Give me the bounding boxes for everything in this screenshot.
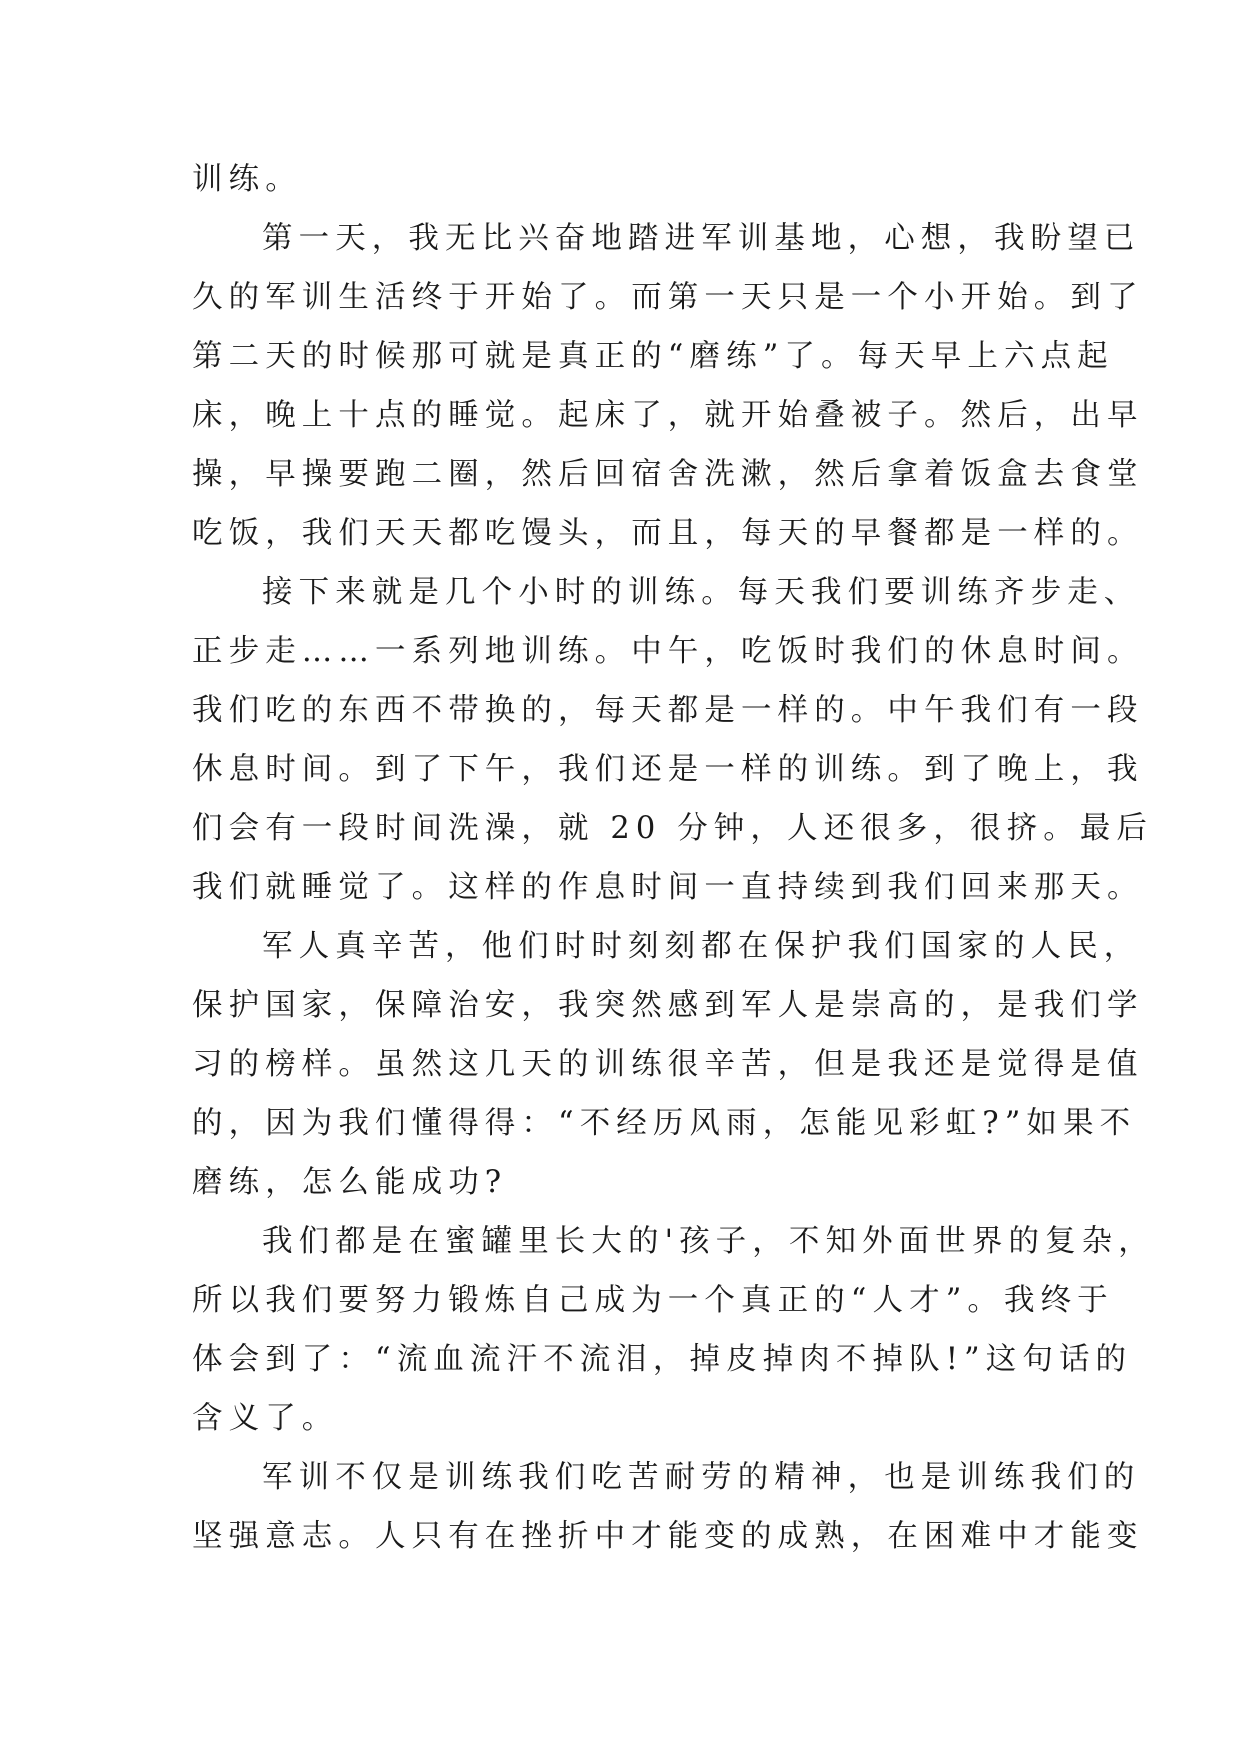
document-body (192, 150, 1155, 1566)
text-line: 操，早操要跑二圈，然后回宿舍洗漱，然后拿着饭盒去食堂 (192, 457, 1144, 492)
paragraph-first-line: 军人真辛苦，他们时时刻刻都在保护我们国家的人民， (262, 929, 1141, 964)
text-line: 休息时间。到了下午，我们还是一样的训练。到了晚上，我 (192, 752, 1144, 787)
text-line: 第二天的时候那可就是真正的“磨练”了。每天早上六点起 (192, 339, 1114, 374)
text-line: 们会有一段时间洗澡，就 20 分钟，人还很多，很挤。最后 (192, 811, 1153, 846)
text-line: 的，因为我们懂得得：“不经历风雨，怎能见彩虹?”如果不 (192, 1106, 1137, 1141)
text-line: 吃饭，我们天天都吃馒头，而且，每天的早餐都是一样的。 (192, 516, 1144, 551)
text-line: 我们就睡觉了。这样的作息时间一直持续到我们回来那天。 (192, 870, 1144, 905)
text-line: 正步走……一系列地训练。中午，吃饭时我们的休息时间。 (192, 634, 1144, 669)
text-line: 习的榜样。虽然这几天的训练很辛苦，但是我还是觉得是值 (192, 1047, 1144, 1082)
text-line: 磨练，怎么能成功? (192, 1165, 508, 1200)
text-line: 训练。 (192, 162, 302, 197)
text-line: 久的军训生活终于开始了。而第一天只是一个小开始。到了 (192, 280, 1144, 315)
text-line: 我们吃的东西不带换的，每天都是一样的。中午我们有一段 (192, 693, 1144, 728)
text-line: 含义了。 (192, 1401, 339, 1436)
text-line: 所以我们要努力锻炼自己成为一个真正的“人才”。我终于 (192, 1283, 1114, 1318)
paragraph-first-line: 军训不仅是训练我们吃苦耐劳的精神，也是训练我们的 (262, 1460, 1141, 1495)
text-line: 坚强意志。人只有在挫折中才能变的成熟，在困难中才能变 (192, 1519, 1144, 1554)
text-line: 保护国家，保障治安，我突然感到军人是崇高的，是我们学 (192, 988, 1144, 1023)
text-line: 体会到了：“流血流汗不流泪，掉皮掉肉不掉队!”这句话的 (192, 1342, 1133, 1377)
paragraph-first-line: 接下来就是几个小时的训练。每天我们要训练齐步走、 (262, 575, 1141, 610)
text-line: 床，晚上十点的睡觉。起床了，就开始叠被子。然后，出早 (192, 398, 1144, 433)
paragraph-first-line: 第一天，我无比兴奋地踏进军训基地，心想，我盼望已 (262, 221, 1141, 256)
paragraph-first-line: 我们都是在蜜罐里长大的'孩子，不知外面世界的复杂， (262, 1224, 1155, 1259)
